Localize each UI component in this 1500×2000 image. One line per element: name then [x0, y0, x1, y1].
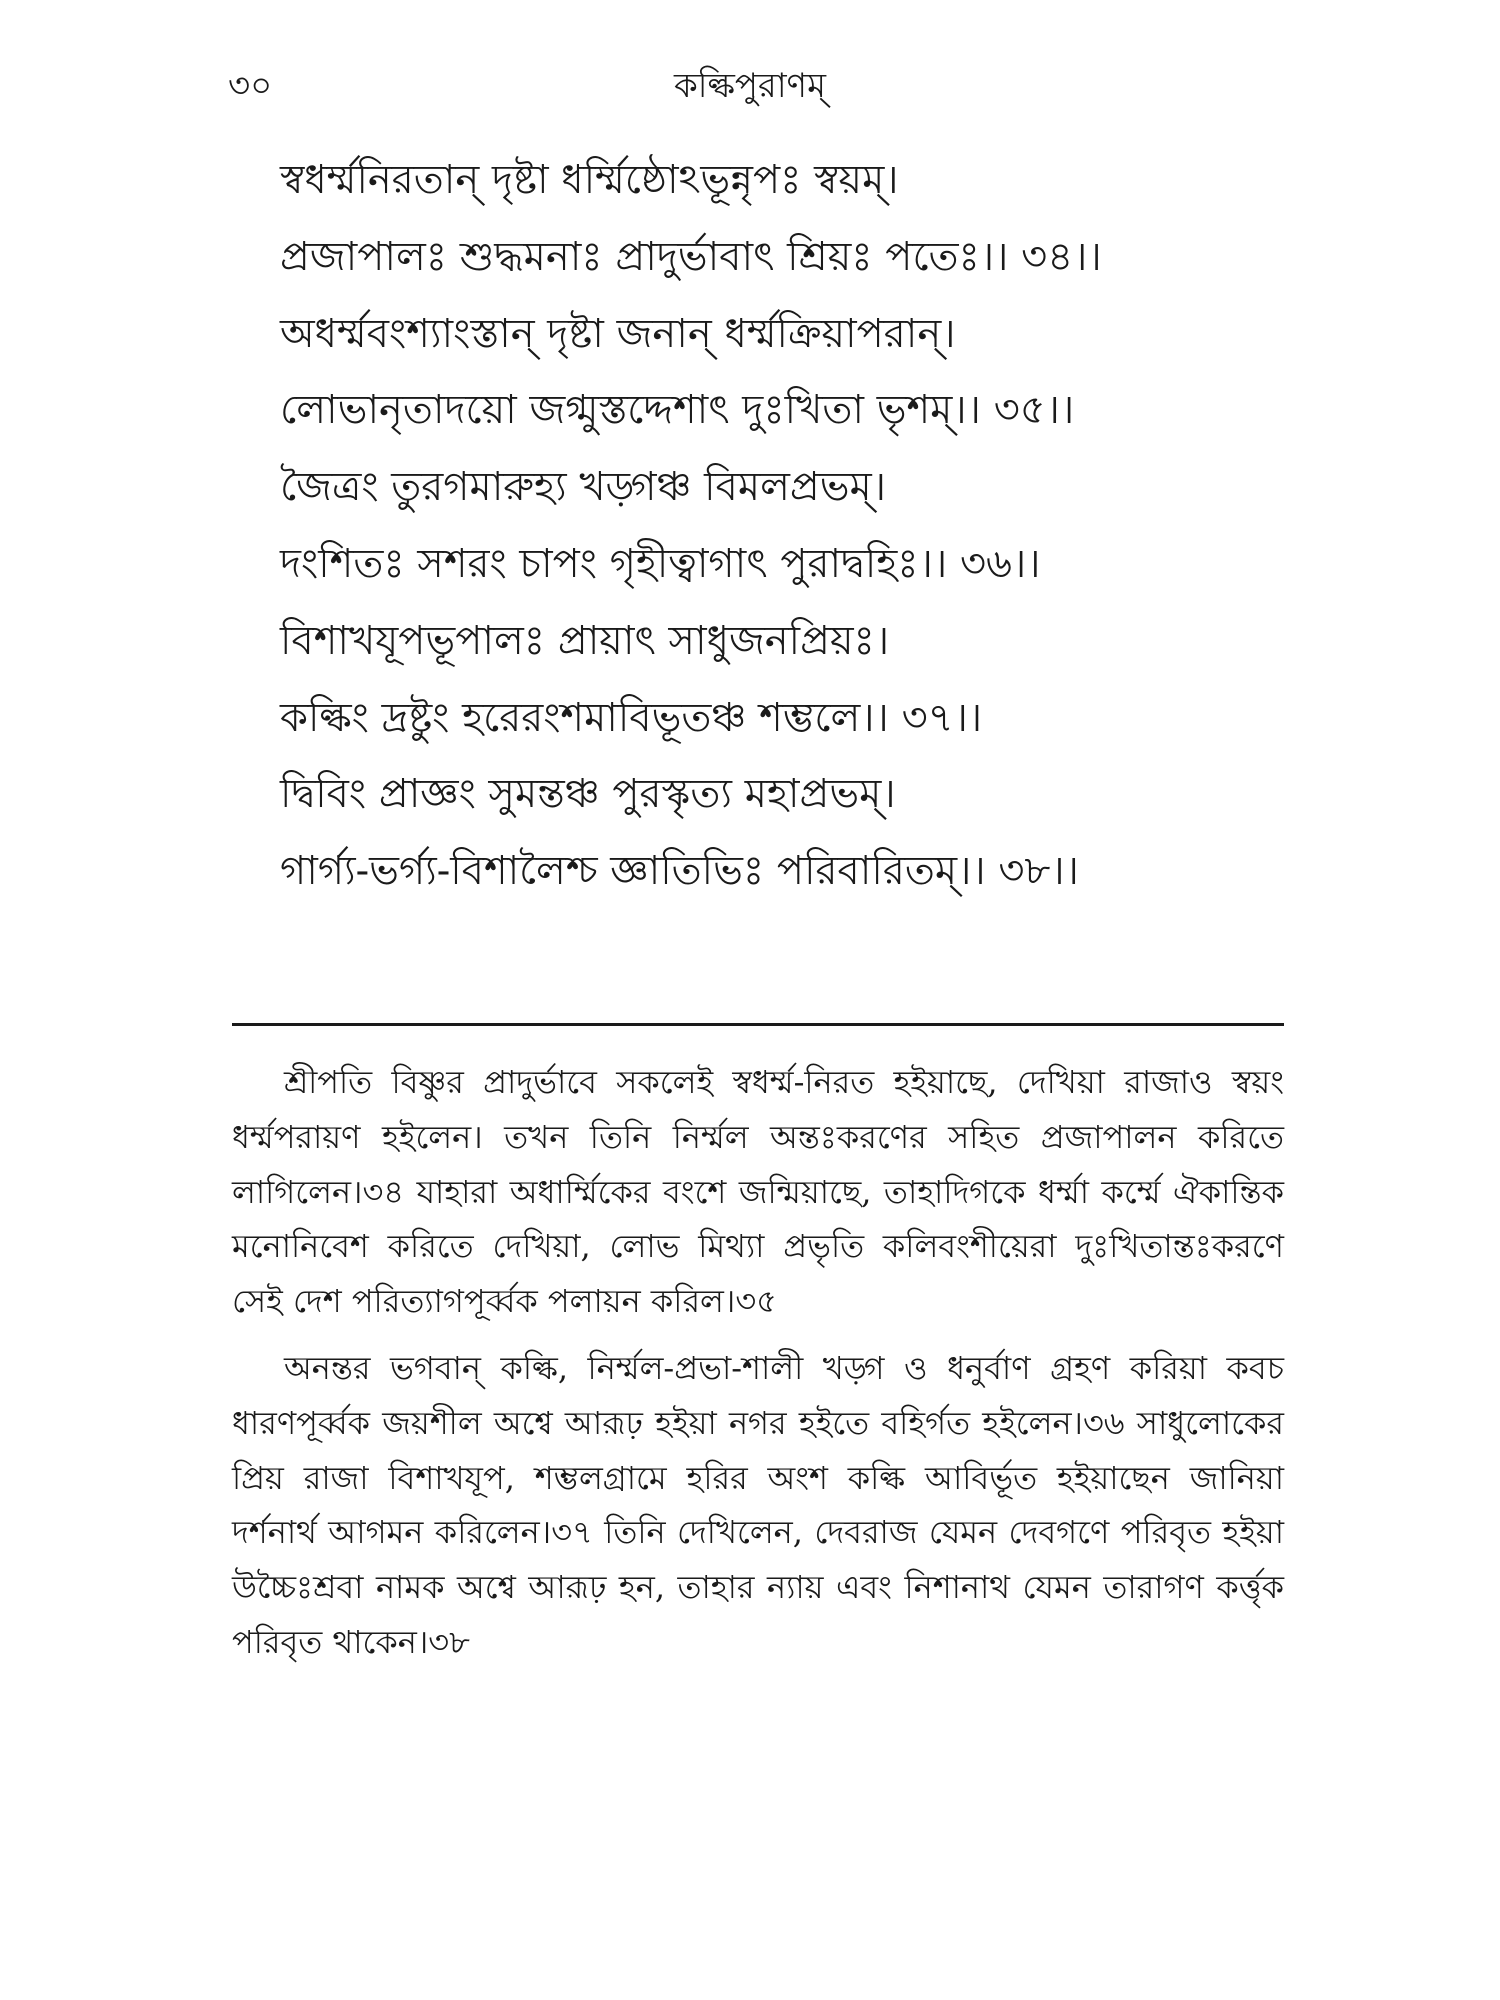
verse-line: বিশাখযূপভূপালঃ প্রায়াৎ সাধুজনপ্রিয়ঃ।	[280, 617, 890, 664]
verse-line: দ্বিবিং প্রাজ্ঞং সুমন্তঞ্চ পুরস্কৃত্য মহাপ্রভম্।	[280, 771, 896, 818]
verse-line: দংশিতঃ সশরং চাপং গৃহীত্বাগাৎ পুরাদ্বহিঃ।। ৩৬।।	[280, 540, 1041, 587]
divider	[232, 1023, 1284, 1026]
translation-paragraph: অনন্তর ভগবান্ কল্কি, নির্ম্মল-প্রভা-শালী খড়্গ ও ধনুর্বাণ গ্রহণ করিয়া কবচ ধারণপূর্ব্বক জয়শীল অশ্বে আরূঢ় হইয়া নগর হইতে বহির্গত হইলেন।৩৬ সাধুলোকের প্রিয় রাজা বিশাখযূপ, শম্ভলগ্রামে হরির অংশ কল্কি আবির্ভূত হইয়াছেন জানিয়া দর্শনার্থ আগমন করিলেন।৩৭ তিনি দেখিলেন, দেবরাজ যেমন দেবগণে পরিবৃত হইয়া উচ্চৈঃশ্রবা নামক অশ্বে আরূঢ় হন, তাহার ন্যায় এবং নিশানাথ যেমন তারাগণ কর্ত্তৃক পরিবৃত থাকেন।৩৮	[232, 1348, 1284, 1661]
translation-block	[232, 1055, 1284, 1670]
running-title: কল্কিপুরাণম্	[673, 66, 826, 106]
verse-line: জৈত্রং তুরগমারুহ্য খড়্গঞ্চ বিমলপ্রভম্।	[280, 464, 887, 511]
verse-line: প্রজাপালঃ শুদ্ধমনাঃ প্রাদুর্ভাবাৎ শ্রিয়ঃ পতেঃ।। ৩৪।।	[280, 233, 1102, 280]
verse-line: কল্কিং দ্রষ্টুং হরেরংশমাবিভূতঞ্চ শম্ভলে।। ৩৭।।	[280, 694, 983, 741]
translation-paragraph: শ্রীপতি বিষ্ণুর প্রাদুর্ভাবে সকলেই স্বধর্ম্ম-নিরত হইয়াছে, দেখিয়া রাজাও স্বয়ং ধর্ম্মপরায়ণ হইলেন। তখন তিনি নির্ম্মল অন্তঃকরণের সহিত প্রজাপালন করিতে লাগিলেন।৩৪ যাহারা অধার্ম্মিকের বংশে জন্মিয়াছে, তাহাদিগকে ধর্ম্মা কর্ম্মে ঐকান্তিক মনোনিবেশ করিতে দেখিয়া, লোভ মিথ্যা প্রভৃতি কলিবংশীয়েরা দুঃখিতান্তঃকরণে সেই দেশ পরিত্যাগপূর্ব্বক পলায়ন করিল।৩৫	[232, 1063, 1284, 1321]
page-number: ৩০	[228, 66, 273, 106]
verse-line: লোভানৃতাদয়ো জগ্মুস্তদ্দেশাৎ দুঃখিতা ভৃশম্।। ৩৫।।	[280, 387, 1075, 434]
verse-line: গার্গ্য-ভর্গ্য-বিশালৈশ্চ জ্ঞাতিভিঃ পরিবারিতম্।। ৩৮।।	[280, 848, 1079, 895]
verse-block	[280, 150, 1280, 918]
verse-line: স্বধর্ম্মনিরতান্ দৃষ্টা ধর্ম্মিষ্ঠোঽভূন্নৃপঃ স্বয়ম্।	[280, 157, 899, 203]
verse-line: অধর্ম্মবংশ্যাংস্তান্ দৃষ্টা জনান্ ধর্ম্মক্রিয়াপরান্।	[280, 310, 956, 357]
